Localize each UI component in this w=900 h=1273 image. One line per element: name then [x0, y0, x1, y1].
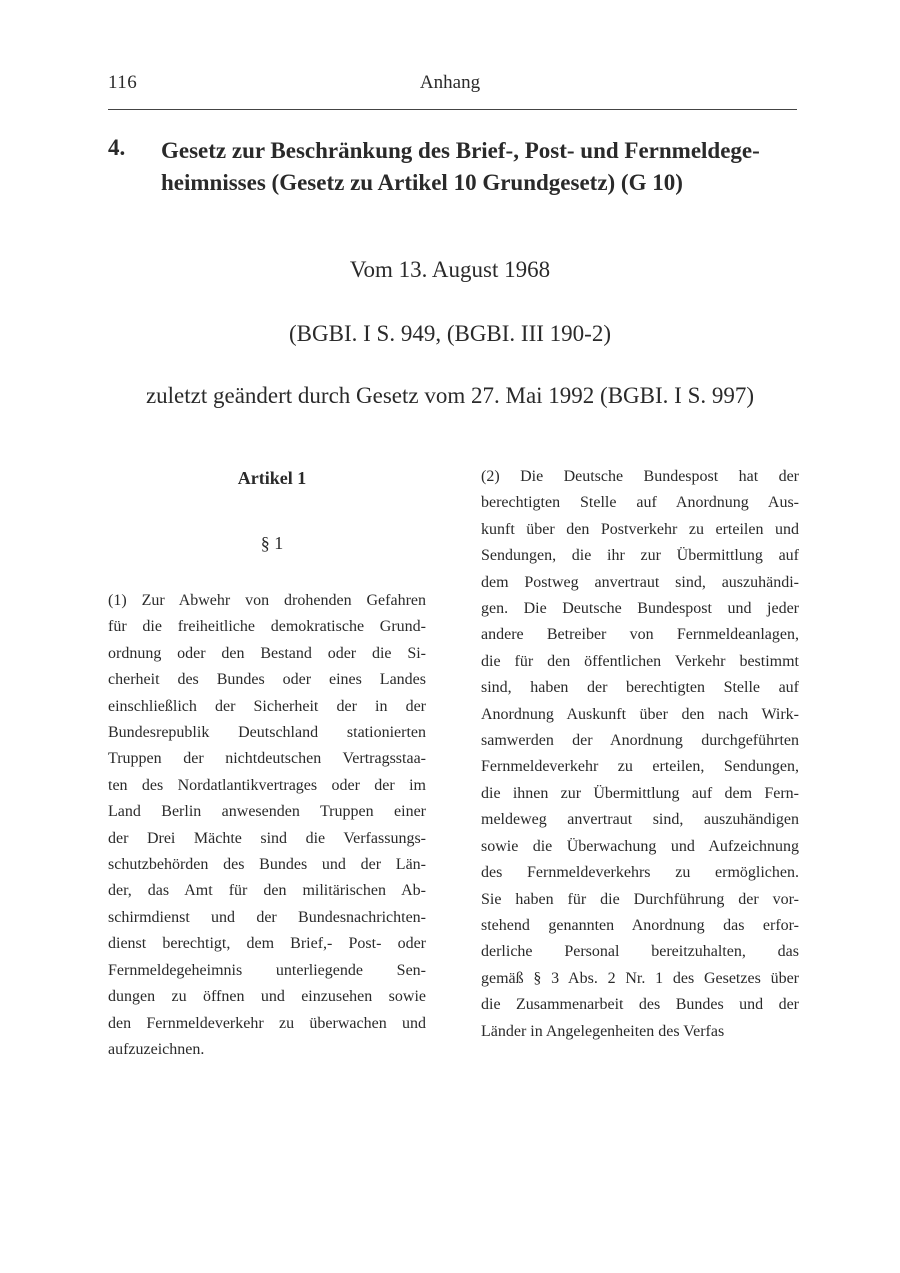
- law-item-number: 4.: [108, 135, 126, 160]
- text-line: kunft über den Postverkehr zu erteilen und: [481, 520, 799, 538]
- text-line: Land Berlin anwesenden Truppen einer: [108, 803, 426, 821]
- amendment-note: zuletzt geändert durch Gesetz vom 27. Mai 1992 (BGBI. I S. 997): [145, 383, 755, 408]
- text-line: die ihnen zur Übermittlung auf dem Fern-: [481, 784, 799, 802]
- law-title-line: Gesetz zur Beschränkung des Brief-, Post- und Fernmeldege-: [161, 138, 760, 163]
- text-line: dienst berechtigt, dem Brief,- Post- oder: [108, 935, 426, 953]
- running-header-title: Anhang: [419, 72, 481, 93]
- right-column: [481, 464, 799, 1045]
- text-line: ten des Nordatlantikvertrages oder der im: [108, 776, 426, 794]
- text-line: derliche Personal bereitzuhalten, das: [481, 943, 799, 961]
- text-line: schirmdienst und der Bundesnachrichten-: [108, 908, 426, 926]
- text-line: cherheit des Bundes oder eines Landes: [108, 671, 426, 689]
- text-line: einschließlich der Sicherheit der in der: [108, 697, 426, 715]
- text-line: dungen zu öffnen und einzusehen sowie: [108, 988, 426, 1006]
- header-divider: [108, 109, 797, 110]
- text-line: ordnung oder den Bestand oder die Si-: [108, 644, 426, 662]
- law-title-line: heimnisses (Gesetz zu Artikel 10 Grundgesetz) (G 10): [161, 170, 683, 195]
- section-body-right: [481, 464, 799, 1045]
- text-line: Fernmeldegeheimnis unterliegende Sen-: [108, 961, 426, 979]
- text-line: der Drei Mächte sind die Verfassungs-: [108, 829, 426, 847]
- text-line: Sie haben für die Durchführung der vor-: [481, 890, 799, 908]
- text-line: stehend genannten Anordnung das erfor-: [481, 916, 799, 934]
- text-line: (2) Die Deutsche Bundespost hat der: [481, 468, 799, 485]
- left-column: [108, 464, 426, 1063]
- section-body-left: [108, 588, 426, 1063]
- text-line: Truppen der nichtdeutschen Vertragsstaa-: [108, 750, 426, 768]
- text-line: gemäß § 3 Abs. 2 Nr. 1 des Gesetzes über: [481, 969, 799, 987]
- text-line: dem Postweg anvertraut sind, auszuhändi-: [481, 573, 799, 591]
- text-line: andere Betreiber von Fernmeldeanlagen,: [481, 626, 799, 644]
- text-line: gen. Die Deutsche Bundespost und jeder: [481, 600, 799, 618]
- enactment-date: Vom 13. August 1968: [349, 257, 551, 282]
- article-heading: Artikel 1: [237, 468, 307, 488]
- law-title: [161, 135, 811, 199]
- text-line: Sendungen, die ihr zur Übermittlung auf: [481, 547, 799, 565]
- text-line: aufzuzeichnen.: [108, 1040, 205, 1058]
- text-line: die Zusammenarbeit des Bundes und der: [481, 996, 799, 1014]
- text-line: schutzbehörden des Bundes und der Län-: [108, 856, 426, 874]
- text-line: des Fernmeldeverkehrs zu ermöglichen.: [481, 864, 799, 882]
- text-line: meldeweg anvertraut sind, auszuhändigen: [481, 811, 799, 829]
- text-line: samwerden der Anordnung durchgeführten: [481, 732, 799, 750]
- text-line: Bundesrepublik Deutschland stationierten: [108, 724, 426, 742]
- text-line: die für den öffentlichen Verkehr bestimmt: [481, 652, 799, 670]
- page-number: 116: [108, 72, 138, 93]
- section-heading: § 1: [260, 533, 284, 553]
- text-line: berechtigten Stelle auf Anordnung Aus-: [481, 494, 799, 512]
- text-line: sind, haben der berechtigten Stelle auf: [481, 679, 799, 697]
- text-line: Länder in Angelegenheiten des Verfas: [481, 1022, 725, 1040]
- gazette-reference: (BGBI. I S. 949, (BGBI. III 190-2): [289, 321, 611, 346]
- text-line: Fernmeldeverkehr zu erteilen, Sendungen,: [481, 758, 799, 776]
- text-line: den Fernmeldeverkehr zu überwachen und: [108, 1014, 426, 1032]
- text-line: für die freiheitliche demokratische Grund-: [108, 618, 426, 636]
- text-line: (1) Zur Abwehr von drohenden Gefahren: [108, 592, 426, 609]
- text-line: Anordnung Auskunft über den nach Wirk-: [481, 705, 799, 723]
- text-line: der, das Amt für den militärischen Ab-: [108, 882, 426, 900]
- text-line: sowie die Überwachung und Aufzeichnung: [481, 837, 799, 855]
